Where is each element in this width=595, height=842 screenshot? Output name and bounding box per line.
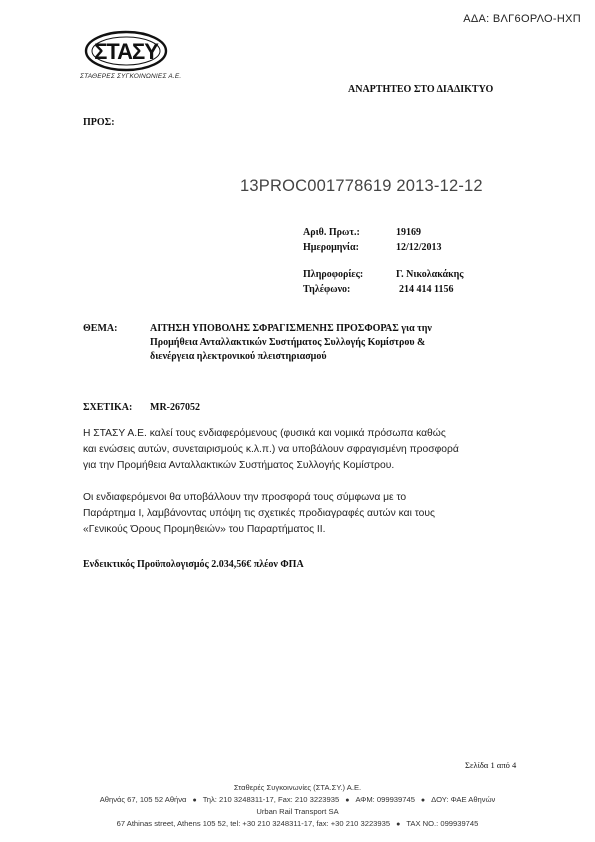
logo-subtitle: ΣΤΑΘΕΡΕΣ ΣΥΓΚΟΙΝΩΝΙΕΣ Α.Ε.: [80, 73, 182, 80]
subject-label: ΘΕΜΑ:: [83, 323, 118, 334]
footer-english-address: [0, 819, 595, 828]
phone-label: Τηλέφωνο:: [303, 284, 351, 295]
subject-line: Προμήθεια Ανταλλακτικών Συστήματος Συλλογής Κομίστρου &: [150, 337, 426, 348]
footer-separator-icon: ●: [396, 821, 401, 828]
date-label: Ημερομηνία:: [303, 242, 359, 253]
footer-tax-number: TAX NO.: 099939745: [406, 819, 479, 828]
info-value: Γ. Νικολακάκης: [396, 269, 464, 280]
related-label: ΣΧΕΤΙΚΑ:: [83, 402, 133, 413]
body-line: Παράρτημα Ι, λαμβάνοντας υπόψη τις σχετικές προδιαγραφές αυτών και τους: [83, 508, 435, 519]
footer-vat: ΑΦΜ: 099939745: [355, 795, 415, 804]
footer-company-name: Σταθερές Συγκοινωνίες (ΣΤΑ.ΣΥ.) Α.Ε.: [233, 783, 362, 792]
phone-value: 214 414 1156: [399, 284, 454, 295]
body-line: «Γενικούς Όρους Προμηθειών» του Παραρτήματος ΙΙ.: [83, 524, 326, 535]
stasy-logo: [82, 28, 170, 90]
footer-separator-icon: ●: [192, 797, 197, 804]
footer-separator-icon: ●: [420, 797, 426, 804]
subject-line: ΑΙΤΗΣΗ ΥΠΟΒΟΛΗΣ ΣΦΡΑΓΙΣΜΕΝΗΣ ΠΡΟΣΦΟΡΑΣ για την: [150, 323, 432, 334]
posting-note: ΑΝΑΡΤΗΤΕΟ ΣΤΟ ΔΙΑΔΙΚΤΥΟ: [348, 84, 494, 95]
body-line: Η ΣΤΑΣΥ Α.Ε. καλεί τους ενδιαφερόμενους (φυσικά και νομικά πρόσωπα καθώς: [83, 428, 446, 439]
budget-note: Ενδεικτικός Προϋπολογισμός 2.034,56€ πλέον ΦΠΑ: [83, 559, 304, 570]
footer-tax-office: ΔΟΥ: ΦΑΕ Αθηνών: [431, 795, 496, 804]
protocol-number-value: 19169: [396, 227, 421, 238]
ada-code: ΑΔΑ: ΒΛΓ6ΟΡΛΟ-ΗΧΠ: [463, 13, 581, 25]
footer-address: Αθηνάς 67, 105 52 Αθήνα: [99, 795, 187, 804]
logo-wordmark: ΣΤΑΣΥ: [94, 39, 158, 64]
info-label: Πληροφορίες:: [303, 269, 364, 280]
footer-greek-address: [0, 795, 595, 804]
subject-line: διενέργεια ηλεκτρονικού πλειστηριασμού: [150, 351, 327, 362]
body-line: για την Προμήθεια Ανταλλακτικών Συστήματος Συλλογής Κομίστρου.: [83, 460, 395, 471]
date-value: 12/12/2013: [396, 242, 442, 253]
footer-separator-icon: ●: [345, 797, 350, 804]
page-number: Σελίδα 1 από 4: [465, 760, 517, 770]
protocol-stamp: 13PROC001778619 2013-12-12: [240, 177, 483, 195]
footer-phone: Τηλ: 210 3248311-17, Fax: 210 3223935: [202, 795, 340, 804]
related-value: MR-267052: [150, 402, 200, 413]
body-line: και ενώσεις αυτών, συνεταιρισμούς κ.λ.π.) να υποβάλουν σφραγισμένη προσφορά: [83, 444, 459, 455]
to-label: ΠΡΟΣ:: [83, 117, 115, 128]
protocol-number-label: Αριθ. Πρωτ.:: [303, 227, 360, 238]
footer-english-name: Urban Rail Transport SA: [256, 807, 339, 816]
footer-english-contact: 67 Athinas street, Athens 105 52, tel: +30 210 3248311-17, fax: +30 210 3223935: [116, 819, 391, 828]
body-line: Οι ενδιαφερόμενοι θα υποβάλλουν την προσφορά τους σύμφωνα με το: [83, 492, 407, 503]
